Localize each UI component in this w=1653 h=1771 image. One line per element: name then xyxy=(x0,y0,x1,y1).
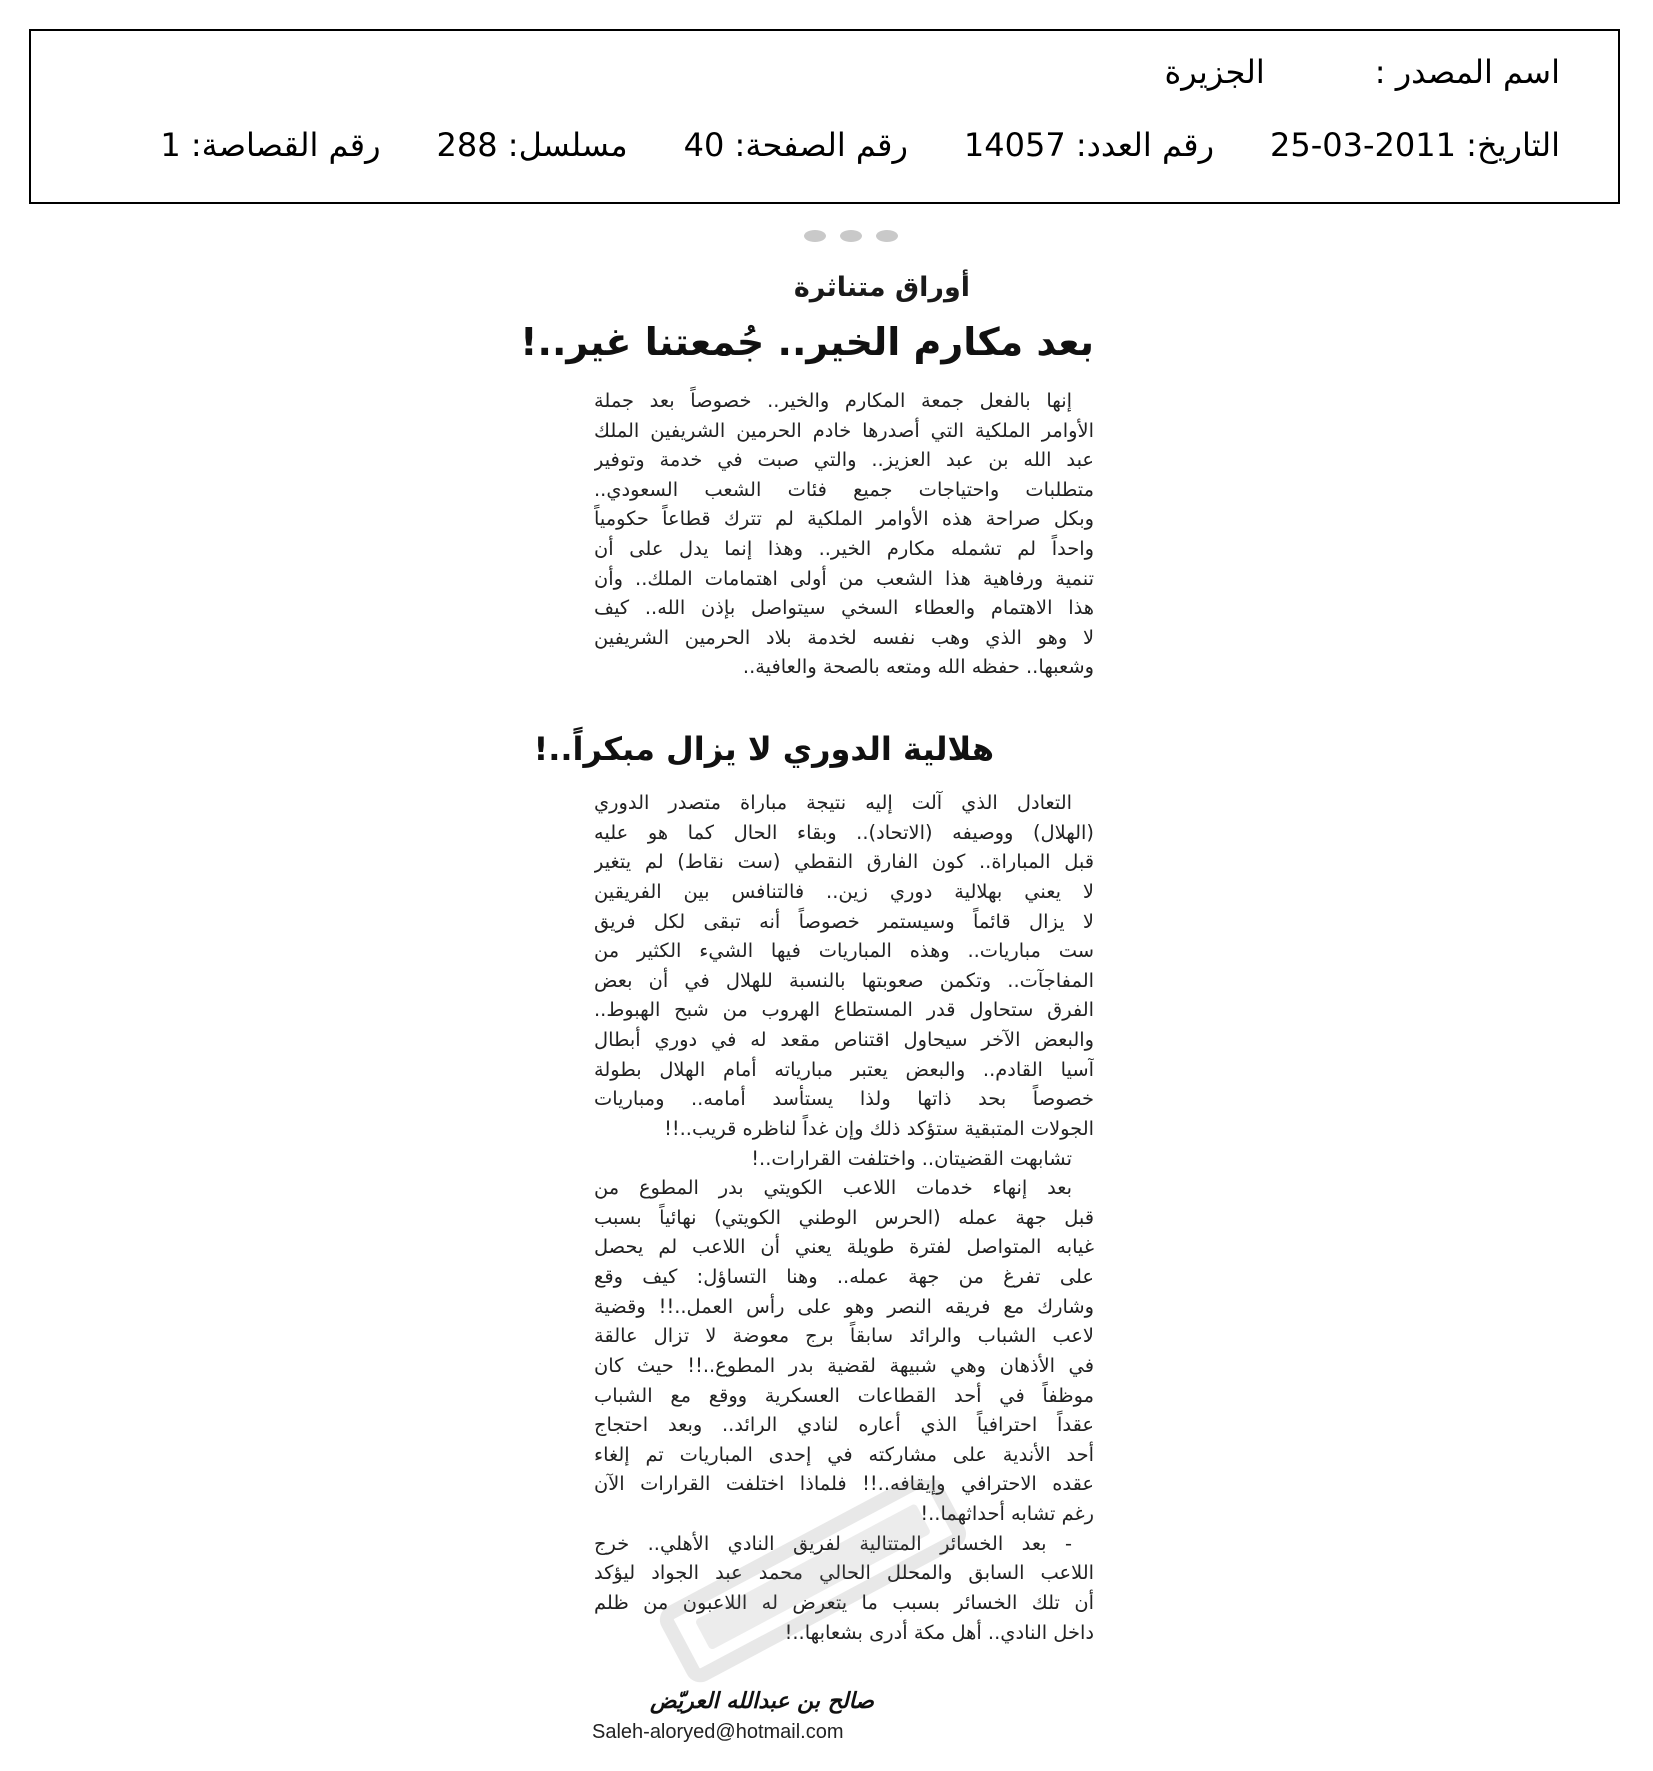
article-text-line: عقده الاحترافي وإيقافه..!! فلماذا اختلفت القرارات الآن xyxy=(594,1472,1094,1496)
page-value: 40 xyxy=(683,126,725,164)
article-text-line: خصوصاً بحد ذاتها ولذا يستأسد أمامه.. ومباريات xyxy=(594,1087,1094,1111)
dot-icon xyxy=(804,230,826,242)
article-text-line: عبد الله بن عبد العزيز.. والتي صبت في خدمة وتوفير xyxy=(594,448,1094,472)
article-paragraph-2 xyxy=(594,788,1094,1647)
issue-field xyxy=(964,126,1214,164)
article-text-line: هذا الاهتمام والعطاء السخي سيتواصل بإذن الله.. كيف xyxy=(594,596,1094,620)
article-clipping xyxy=(520,228,1094,1758)
article-paragraph-1 xyxy=(594,386,1094,682)
article-text-line: غيابه المتواصل لفترة طويلة يعني أن اللاعب لم يحصل xyxy=(594,1235,1094,1259)
article-text-line: قبل المباراة.. كون الفارق النقطي (ست نقاط) لم يتغير xyxy=(594,850,1094,874)
page-label: رقم الصفحة: xyxy=(734,126,908,164)
article-text-line: داخل النادي.. أهل مكة أدرى بشعابها..! xyxy=(784,1620,1094,1644)
article-text-line: لا يعني بهلالية دوري زين.. فالتنافس بين الفريقين xyxy=(594,879,1094,903)
article-headline-2: هلالية الدوري لا يزال مبكراً..! xyxy=(533,730,994,768)
clip-field xyxy=(160,126,380,164)
page-field xyxy=(684,126,908,164)
article-text-line: لا يزال قائماً وسيستمر خصوصاً أنه تبقى لكل فريق xyxy=(594,909,1094,933)
article-text-line: موظفاً في أحد القطاعات العسكرية ووقع مع الشباب xyxy=(594,1383,1094,1407)
issue-label: رقم العدد: xyxy=(1075,126,1215,164)
serial-field xyxy=(437,126,628,164)
article-text-line: آسيا القادم.. والبعض يعتبر مبارياته أمام الهلال بطولة xyxy=(594,1057,1094,1081)
article-text-line: أن تلك الخسائر بسبب ما يتعرض له اللاعبون من ظلم xyxy=(594,1590,1094,1614)
date-label: التاريخ: xyxy=(1466,126,1560,164)
dot-icon xyxy=(876,230,898,242)
article-text-line: واحداً لم تشمله مكارم الخير.. وهذا إنما يدل على أن xyxy=(594,536,1094,560)
article-text-line: الفرق ستحاول قدر المستطاع الهروب من شبح الهبوط.. xyxy=(594,998,1094,1022)
article-text-line: الجولات المتبقية ستؤكد ذلك وإن غداً لناظره قريب..!! xyxy=(664,1116,1094,1140)
article-text-line: قبل جهة عمله (الحرس الوطني الكويتي) نهائياً بسبب xyxy=(594,1205,1094,1229)
article-text-line: تنمية ورفاهية هذا الشعب من أولى اهتمامات الملك.. وأن xyxy=(594,566,1094,590)
clip-label: رقم القصاصة: xyxy=(190,126,381,164)
article-text-line: متطلبات واحتياجات جميع فئات الشعب السعودي.. xyxy=(594,477,1094,501)
article-text-line: على تفرغ من جهة عمله.. وهنا التساؤل: كيف وقع xyxy=(594,1265,1094,1288)
author-email: Saleh-aloryed@hotmail.com xyxy=(592,1721,844,1743)
article-text-line: رغم تشابه أحداثهما..! xyxy=(920,1502,1094,1525)
ornament-dots-icon xyxy=(804,228,904,244)
article-text-line: لا وهو الذي وهب نفسه لخدمة بلاد الحرمين الشريفين xyxy=(594,625,1094,649)
article-text-line: المفاجآت.. وتكمن صعوبتها بالنسبة للهلال في أن بعض xyxy=(594,968,1094,992)
source-value-field xyxy=(1164,53,1264,91)
article-text-line: التعادل الذي آلت إليه نتيجة مباراة متصدر الدوري xyxy=(594,791,1072,814)
article-text-line: - بعد الخسائر المتتالية لفريق النادي الأهلي.. خرج xyxy=(594,1531,1072,1555)
article-text-line: عقداً احترافياً الذي أعاره لنادي الرائد.. وبعد احتجاج xyxy=(594,1413,1094,1437)
article-text-line: اللاعب السابق والمحلل الحالي محمد عبد الجواد ليؤكد xyxy=(594,1561,1094,1585)
metadata-row-source xyxy=(1164,53,1560,91)
serial-label: مسلسل: xyxy=(507,126,628,164)
article-text-line: الأوامر الملكية التي أصدرها خادم الحرمين الشريفين الملك xyxy=(594,418,1094,442)
article-text-line: إنها بالفعل جمعة المكارم والخير.. خصوصاً بعد جملة xyxy=(594,389,1072,412)
article-headline-1: بعد مكارم الخير.. جُمعتنا غير..! xyxy=(520,320,1094,364)
metadata-row-details xyxy=(160,126,1560,164)
article-text-line: بعد إنهاء خدمات اللاعب الكويتي بدر المطوع من xyxy=(594,1176,1072,1200)
serial-value: 288 xyxy=(436,126,498,164)
source-label: اسم المصدر : xyxy=(1374,53,1560,91)
article-text-line: في الأذهان وهي شبيهة لقضية بدر المطوع..!! حيث كان xyxy=(594,1353,1094,1377)
source-field xyxy=(1375,53,1560,91)
clip-value: 1 xyxy=(160,126,181,164)
article-text-line: وشارك مع فريقه النصر وهو على رأس العمل..!! وقضية xyxy=(594,1294,1094,1318)
article-text-line: وبكل صراحة هذه الأوامر الملكية لم تترك قطاعاً حكومياً xyxy=(594,507,1094,531)
article-text-line: تشابهت القضيتان.. واختلفت القرارات..! xyxy=(751,1146,1072,1170)
source-value: الجزيرة xyxy=(1164,53,1265,91)
article-text-line: (الهلال) ووصيفه (الاتحاد).. وبقاء الحال كما هو عليه xyxy=(594,820,1094,844)
issue-value: 14057 xyxy=(963,126,1066,164)
date-field xyxy=(1270,126,1560,164)
article-text-line: أحد الأندية على مشاركته في إحدى المباريات تم إلغاء xyxy=(594,1442,1094,1466)
article-text-line: لاعب الشباب والرائد سابقاً برج معوضة لا تزال عالقة xyxy=(594,1324,1094,1348)
article-text-line: ست مباريات.. وهذه المباريات فيها الشيء الكثير من xyxy=(594,939,1094,963)
article-text-line: والبعض الآخر سيحاول اقتناص مقعد له في دوري أبطال xyxy=(594,1028,1094,1051)
article-text-line: وشعبها.. حفظه الله ومتعه بالصحة والعافية.. xyxy=(742,655,1094,679)
column-section-label: أوراق متناثرة xyxy=(793,272,970,303)
author-name: صالح بن عبدالله العريّض xyxy=(650,1688,874,1714)
date-value: 2011-03-25 xyxy=(1270,126,1456,164)
dot-icon xyxy=(840,230,862,242)
metadata-box xyxy=(29,29,1620,204)
